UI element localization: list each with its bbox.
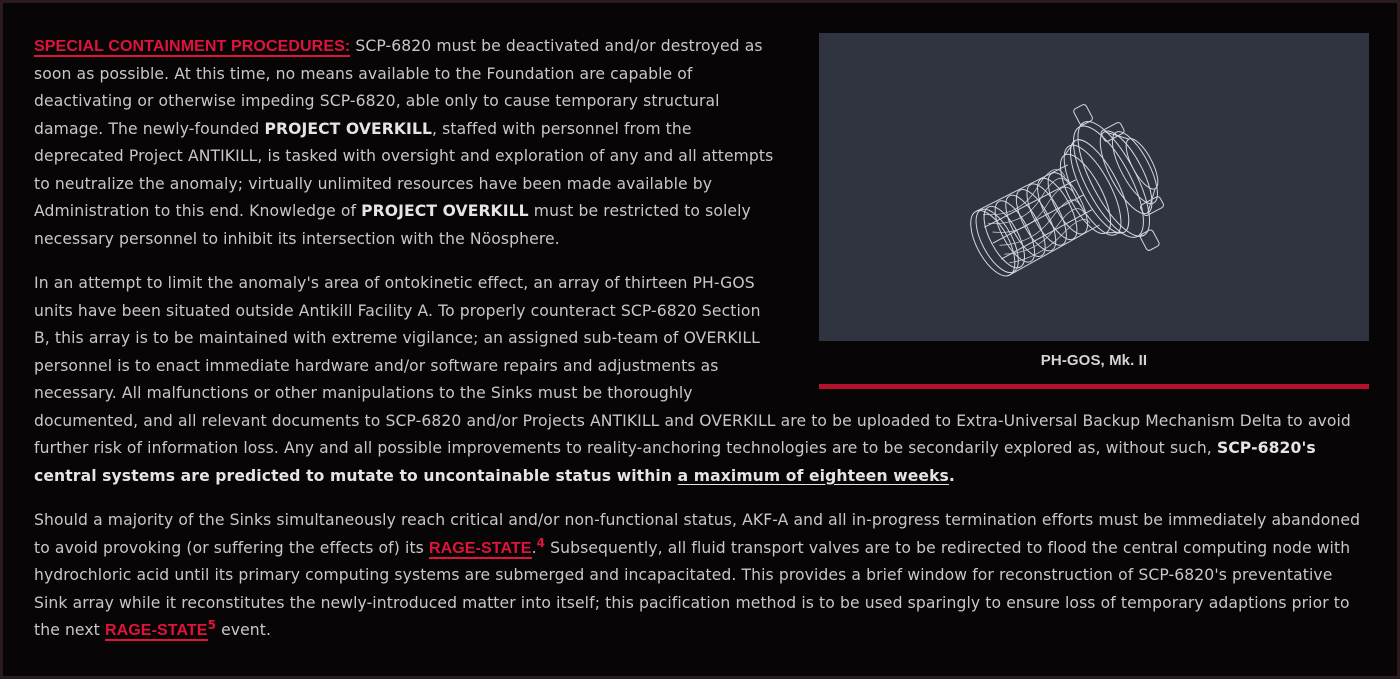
- footnote-ref-5[interactable]: 5: [207, 618, 217, 632]
- article-body: [34, 33, 1367, 662]
- p2-bold-deadline: a maximum of eighteen weeks: [677, 466, 949, 485]
- p2-bold-period: .: [948, 466, 955, 485]
- containment-procedures-heading-link[interactable]: SPECIAL CONTAINMENT PROCEDURES:: [34, 38, 351, 55]
- p3-text-2: Subsequently, all fluid transport valves are to be redirected to flood the central computing node with hydrochloric acid until its primary computing systems are submerged and incapacitated. This provides a brief window for reconstruction of SCP-6820's preventative Sink array while it reconstitutes the newly-introduced matter into itself; this pacification method is to be used sparingly to ensure loss of temporary adaptions prior to the next: [34, 538, 1351, 639]
- paragraph-rage-state: [34, 507, 1367, 645]
- project-overkill-bold-2: PROJECT OVERKILL: [361, 202, 529, 220]
- page-frame: [3, 3, 1397, 676]
- figure-image: [819, 33, 1369, 341]
- rage-state-link-2[interactable]: RAGE-STATE: [104, 622, 208, 639]
- footnote-ref-4[interactable]: 4: [536, 535, 546, 550]
- wireframe-device-icon: [819, 33, 1369, 341]
- rage-state-link-1[interactable]: RAGE-STATE: [428, 539, 532, 557]
- p2-bold-warning: SCP-6820's central systems are predicted to mutate to uncontainable status within: [34, 439, 1316, 485]
- p3-dot: .: [531, 538, 537, 557]
- p3-text-3: event.: [216, 621, 272, 639]
- p3-text-1: Should a majority of the Sinks simultaneously reach critical and/or non-functional status, AKF-A and all in-progress termination efforts must be immediately abandoned to avoid provoking (or suffering the effects of) its: [34, 511, 1361, 557]
- figure-panel: [819, 33, 1369, 389]
- caption-divider: [819, 384, 1369, 389]
- p1-text-1: SCP-6820 must be deactivated and/or destroyed as soon as possible. At this time, no means available to the Foundation are capable of deactivating or otherwise impeding SCP-6820, able only to cause temporary structural damage. The newly-founded: [34, 37, 763, 138]
- p1-text-3: must be restricted to solely necessary personnel to inhibit its intersection with the Nöosphere.: [34, 202, 751, 248]
- p2-text-1: In an attempt to limit the anomaly's area of ontokinetic effect, an array of thirteen PH-GOS units have been situated outside Antikill Facility A. To properly counteract SCP-6820 Section B, this array is to be maintained with extreme vigilance; an assigned sub-team of OVERKILL personnel is to enact immediate hardware and/or software repairs and adjustments as necessary. All malfunctions or other manipulations to the Sinks must be thoroughly documented, and all relevant documents to SCP-6820 and/or Projects ANTIKILL and OVERKILL are to be uploaded to Extra-Universal Backup Mechanism Delta to avoid further risk of information loss. Any and all possible improvements to reality-anchoring technologies are to be secondarily explored as, without such,: [34, 274, 1351, 457]
- project-overkill-bold-1: PROJECT OVERKILL: [264, 119, 433, 138]
- p1-text-2: , staffed with personnel from the deprecated Project ANTIKILL, is tasked with oversight and exploration of any and all attempts to neutralize the anomaly; virtually unlimited resources have been made available by Administration to this end. Knowledge of: [34, 119, 774, 220]
- figure-caption: PH-GOS, Mk. II: [1040, 352, 1148, 369]
